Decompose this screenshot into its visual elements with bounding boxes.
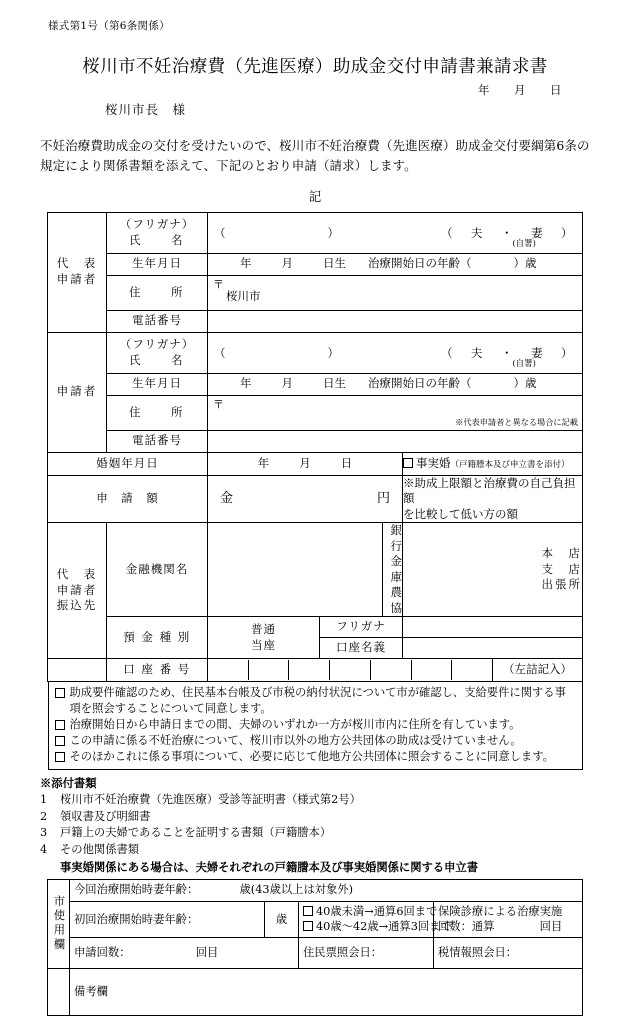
table-row-rep-birth <box>48 253 583 275</box>
rep-name-label-text: 氏 名 <box>129 232 185 247</box>
table-row-applicant-tel <box>48 430 583 452</box>
applicant-birth-day: 日生 <box>323 376 346 391</box>
applicant-close-paren: ） <box>327 345 339 360</box>
defacto-marriage-option[interactable] <box>403 452 583 475</box>
account-number-label: 口 座 番 号 <box>107 659 208 682</box>
consent-item[interactable] <box>55 685 576 717</box>
applicant-label: 申請者 <box>48 332 107 452</box>
account-number-spacer <box>48 659 107 682</box>
applicant-birth-field[interactable] <box>208 373 583 395</box>
amount-kin: 金 <box>220 491 234 506</box>
applicant-treat-age-label: 治療開始日の年齢（ <box>368 376 472 391</box>
current-age-unit: 歳 <box>239 883 251 897</box>
city-use-table <box>47 879 583 1016</box>
consent-item[interactable] <box>55 749 576 765</box>
consent-item[interactable] <box>55 733 576 749</box>
apply-count-unit: 回目 <box>195 946 219 960</box>
attachment-item <box>40 825 590 842</box>
rep-close-paren: ） <box>327 225 339 240</box>
attachment-text: 領収書及び明細書 <box>60 809 151 823</box>
amount-label: 申 請 額 <box>48 475 208 523</box>
rep-birth-year: 年 <box>240 256 252 271</box>
consent-text: そのほかこれに係る事項について、必要に応じて他地方公共団体に照会することに同意します。 <box>69 750 554 764</box>
attachments-section <box>40 775 590 875</box>
account-furigana-label: フリガナ <box>320 617 403 638</box>
bank-label-line2: 申請者 <box>56 582 98 597</box>
marriage-date-field[interactable] <box>208 452 403 475</box>
table-row-remarks <box>48 969 583 1016</box>
consent-text: 助成要件確認のため、住民基本台帳及び市税の納付状況について市が確認し、支給要件に関する事項を照会することについて同意します。 <box>69 686 566 716</box>
treatment-count-options[interactable] <box>299 901 452 938</box>
table-row-rep-address <box>48 275 583 310</box>
bank-type-kinko: 金庫 <box>390 554 402 584</box>
rep-signature-note: (自署) <box>512 239 536 250</box>
branch-shiten: 支 店 <box>541 561 582 576</box>
juminhyou-date-cell[interactable]: 住民票照会日： <box>299 938 434 969</box>
branch-honten: 本 店 <box>541 546 582 561</box>
main-form-table <box>47 212 583 683</box>
under40-checkbox-icon[interactable] <box>303 906 313 916</box>
page-title: 桜川市不妊治療費（先進医療）助成金交付申請書兼請求書 <box>82 57 548 77</box>
insurance-line1: 保険診療による治療実施 <box>438 904 563 918</box>
city-use-vertical-label: 市使用欄 <box>48 879 70 969</box>
rep-birth-label: 生年月日 <box>107 253 208 275</box>
consent-checkbox-icon[interactable] <box>55 752 65 762</box>
current-age-label: 今回治療開始時妻年齢： <box>74 883 199 897</box>
option-40-to-42[interactable] <box>303 919 452 935</box>
consent-item[interactable] <box>55 717 576 733</box>
rep-birth-day: 日生 <box>323 256 346 271</box>
bank-label-line3: 振込先 <box>56 598 98 613</box>
bank-name-label: 金融機関名 <box>107 523 208 617</box>
table-row-applicant-address <box>48 395 583 430</box>
bank-transfer-label <box>48 523 107 659</box>
table-row-amount <box>48 475 583 523</box>
deposit-futsuu-option[interactable]: 普通 <box>251 622 276 637</box>
applicant-signature-note: (自署) <box>512 359 536 370</box>
age40to42-label: 40歳～42歳→通算3回まで <box>316 920 452 934</box>
insurance-line2: 回数：通算 回目 <box>438 920 563 934</box>
postal-mark-icon: 〒 <box>213 397 224 411</box>
attachment-item <box>40 809 590 826</box>
rep-applicant-label-line1: 代 表 <box>56 256 98 271</box>
applicant-birth-month: 月 <box>281 376 293 391</box>
amount-field[interactable] <box>208 475 403 523</box>
option-under-40[interactable] <box>303 904 438 920</box>
applicant-open-paren: （ <box>214 345 226 360</box>
amount-yen: 円 <box>376 491 390 506</box>
rep-tel-label: 電話番号 <box>107 310 208 332</box>
bank-name-field[interactable] <box>208 523 383 617</box>
date-line <box>40 82 590 98</box>
applicant-tel-field[interactable] <box>208 430 583 452</box>
deposit-type-options[interactable] <box>208 617 320 659</box>
marriage-label: 婚姻年月日 <box>48 452 208 475</box>
rep-address-field[interactable] <box>208 275 583 310</box>
amount-note <box>403 475 583 523</box>
applicant-name-label-text: 氏 名 <box>129 352 185 367</box>
branch-type[interactable] <box>403 523 583 617</box>
table-row-applicant-name <box>48 332 583 373</box>
attachment-item <box>40 842 590 859</box>
insurance-treatment-cell[interactable] <box>434 901 583 938</box>
defacto-note: （戸籍謄本及び申立書を添付） <box>450 459 570 470</box>
table-row-first-age <box>48 901 583 938</box>
table-row-account-number <box>48 659 583 682</box>
attachments-heading: ※添付書類 <box>40 776 97 791</box>
applicant-name-label <box>107 332 208 373</box>
date-day-label: 日 <box>550 83 562 97</box>
age40to42-checkbox-icon[interactable] <box>303 921 313 931</box>
rep-name-label <box>107 212 208 253</box>
applicant-furigana-label: （フリガナ） <box>119 336 195 351</box>
account-digit-cell[interactable] <box>208 660 249 680</box>
table-row-rep-tel <box>48 310 583 332</box>
consent-text: 治療開始日から申請日までの間、夫婦のいずれか一方が桜川市内に住所を有しています。 <box>69 718 521 732</box>
rep-city-prefill: 桜川市 <box>226 288 261 303</box>
rep-spouse-choice[interactable]: （ 夫 ・ 妻 ） <box>441 225 576 240</box>
defacto-label: 事実婚 <box>416 455 451 470</box>
account-digit-cell[interactable] <box>249 660 290 680</box>
remarks-spacer <box>48 969 70 1016</box>
intro-paragraph: 不妊治療費助成金の交付を受けたいので、桜川市不妊治療費（先進医療）助成金交付要綱第6条の規定により関係書類を添えて、下記のとおり申請（請求）します。 <box>40 138 590 174</box>
marriage-month: 月 <box>299 455 311 470</box>
applicant-tel-label: 電話番号 <box>107 430 208 452</box>
form-number: 様式第1号（第6条関係） <box>48 20 170 32</box>
account-digit-cell[interactable] <box>371 660 412 680</box>
attachment-number: 1 <box>40 793 48 807</box>
zeijouhou-date-cell[interactable]: 税情報照会日： <box>434 938 583 969</box>
marriage-day: 日 <box>340 455 353 470</box>
account-number-cells[interactable] <box>208 659 493 682</box>
account-holder-label: 口座名義 <box>320 638 403 659</box>
apply-count-cell[interactable] <box>70 938 299 969</box>
branch-shutchojo: 出張所 <box>541 577 582 592</box>
table-row-marriage <box>48 452 583 475</box>
rep-address-label: 住 所 <box>107 275 208 310</box>
attachment-text: 戸籍上の夫婦であることを証明する書類（戸籍謄本） <box>60 826 332 840</box>
date-year-label: 年 <box>478 83 490 97</box>
bank-type-ginko: 銀行 <box>390 523 402 553</box>
rep-furigana-label: （フリガナ） <box>119 216 195 231</box>
account-holder-field[interactable] <box>403 638 583 659</box>
apply-count-label: 申請回数： <box>74 946 131 960</box>
deposit-touza-option[interactable]: 当座 <box>251 637 276 652</box>
current-age-note: (43歳以上は対象外) <box>250 883 354 897</box>
rep-applicant-label-line2: 申請者 <box>56 272 98 286</box>
applicant-address-label: 住 所 <box>107 395 208 430</box>
consent-text: この申請に係る不妊治療について、桜川市以外の地方公共団体の助成は受けていません。 <box>69 734 522 748</box>
attachment-text: その他関係書類 <box>60 843 140 857</box>
table-row-bank-name <box>48 523 583 617</box>
account-number-note: （左詰記入） <box>493 659 583 682</box>
rep-birth-month: 月 <box>281 256 293 271</box>
rep-birth-field[interactable] <box>208 253 583 275</box>
rep-treat-age-unit: ）歳 <box>513 256 537 271</box>
applicant-name-field[interactable] <box>208 332 583 373</box>
deposit-type-label: 預 金 種 別 <box>107 617 208 659</box>
applicant-spouse-choice[interactable]: （ 夫 ・ 妻 ） <box>441 345 576 360</box>
applicant-birth-year: 年 <box>240 376 252 391</box>
marriage-year: 年 <box>257 455 270 470</box>
amount-note-line2: を比較して低い方の額 <box>403 506 518 521</box>
bank-label-line1: 代 表 <box>56 567 98 582</box>
defacto-checkbox-icon[interactable] <box>403 458 413 468</box>
consent-checkbox-icon[interactable] <box>55 688 65 698</box>
first-age-label-cell: 初回治療開始時妻年齢： <box>70 901 265 938</box>
consent-checkbox-icon[interactable] <box>55 736 65 746</box>
table-row-rep-name <box>48 212 583 253</box>
account-digit-cell[interactable] <box>330 660 371 680</box>
consent-checkbox-icon[interactable] <box>55 720 65 730</box>
table-row-apply-count <box>48 938 583 969</box>
remarks-cell[interactable] <box>70 969 583 1016</box>
bank-type-nokyo: 農協 <box>390 585 402 615</box>
account-digit-cell[interactable] <box>289 660 330 680</box>
bank-institution-type[interactable] <box>383 523 403 617</box>
under40-label: 40歳未満→通算6回まで <box>316 904 438 918</box>
remarks-label: 備考欄 <box>74 985 108 999</box>
amount-note-line1: ※助成上限額と治療費の自己負担額 <box>403 475 576 506</box>
applicant-birth-label: 生年月日 <box>107 373 208 395</box>
account-digit-cell[interactable] <box>452 660 492 680</box>
account-furigana-field[interactable] <box>403 617 583 638</box>
consent-section <box>48 682 583 770</box>
ki-marker: 記 <box>308 188 322 204</box>
attachment-number: 4 <box>40 843 48 857</box>
postal-mark-icon: 〒 <box>213 277 224 291</box>
date-month-label: 月 <box>514 83 526 97</box>
table-row-current-age <box>48 879 583 901</box>
first-age-unit: 歳 <box>265 901 299 938</box>
attachment-item <box>40 792 590 809</box>
attachment-sub-note: 事実婚関係にある場合は、夫婦それぞれの戸籍謄本及び事実婚関係に関する申立書 <box>60 859 478 874</box>
rep-open-paren: （ <box>214 225 226 240</box>
applicant-treat-age-unit: ）歳 <box>513 376 537 391</box>
rep-name-field[interactable] <box>208 212 583 253</box>
account-digit-cell[interactable] <box>412 660 453 680</box>
attachment-number: 2 <box>40 809 48 823</box>
table-row-deposit-furigana <box>48 617 583 638</box>
table-row-applicant-birth <box>48 373 583 395</box>
applicant-address-note: ※代表申請者と異なる場合に記載 <box>455 417 578 428</box>
attachment-number: 3 <box>40 826 48 840</box>
addressee: 桜川市長 様 <box>105 102 187 117</box>
applicant-address-field[interactable] <box>208 395 583 430</box>
rep-tel-field[interactable] <box>208 310 583 332</box>
rep-applicant-label <box>48 212 107 332</box>
current-age-row[interactable] <box>70 879 583 901</box>
rep-treat-age-label: 治療開始日の年齢（ <box>368 256 472 271</box>
attachment-text: 桜川市不妊治療費（先進医療）受診等証明書（様式第2号） <box>60 793 361 807</box>
